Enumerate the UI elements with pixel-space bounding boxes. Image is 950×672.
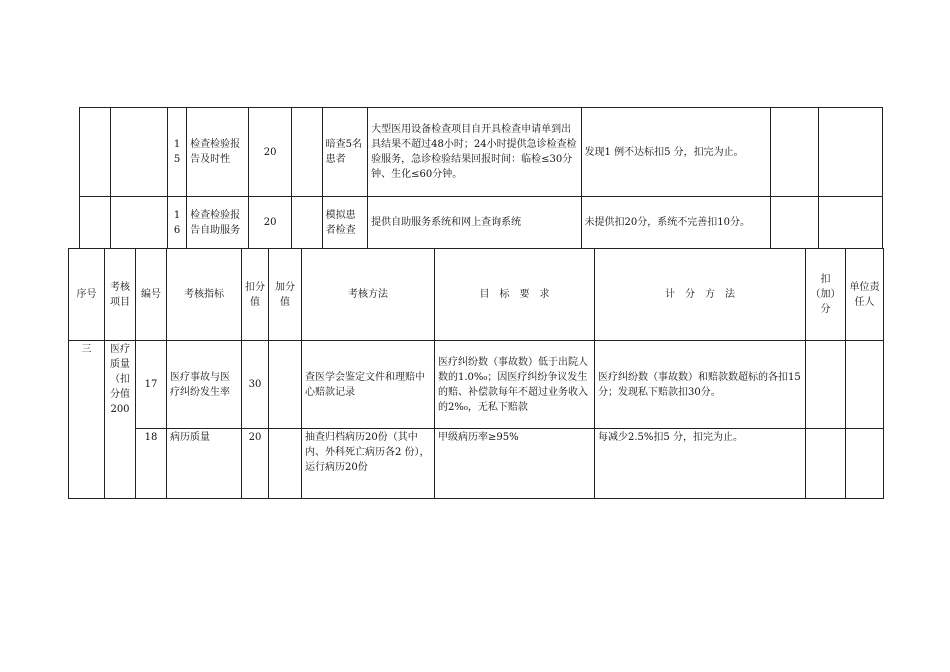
seq-cell-empty: [80, 108, 111, 197]
scoring-cell: 医疗纠纷数（事故数）和赔款数超标的各扣15分；发现私下赔款扣30分。: [595, 341, 806, 429]
add-cell: [292, 197, 322, 249]
section-seq: 三: [69, 341, 105, 499]
number-cell: [167, 108, 186, 197]
requirement-cell: 医疗纠纷数（事故数）低于出院人数的1.0%₀；因医疗纠纷争议发生的赔、补偿款每年不超过业务收入的2%₀，无私下赔款: [435, 341, 595, 429]
table-row: [80, 197, 883, 249]
unit-cell: [819, 108, 883, 197]
indicator-cell: 检查检验报告及时性: [187, 108, 249, 197]
number-digit-1: 1: [173, 209, 181, 221]
seq-cell-empty: [80, 197, 111, 249]
indicator-cell: 病历质量: [167, 429, 242, 499]
scoring-cell: 每减少2.5%扣5 分，扣完为止。: [595, 429, 806, 499]
header-number: 编号: [136, 249, 167, 341]
add-cell: [269, 341, 302, 429]
header-add: 加分值: [269, 249, 302, 341]
number-cell: [167, 197, 186, 249]
table-row: [69, 341, 884, 429]
add-cell: [269, 429, 302, 499]
assessment-table: [68, 248, 884, 499]
header-deduct: 扣分值: [242, 249, 269, 341]
header-category: 考核项目: [105, 249, 136, 341]
number-cell: 18: [136, 429, 167, 499]
header-method: 考核方法: [302, 249, 435, 341]
plus-minus-cell: [770, 108, 819, 197]
number-digit-2: 6: [173, 224, 181, 236]
number-digit-1: 1: [173, 139, 181, 150]
requirement-cell: 提供自助服务系统和网上查询系统: [368, 197, 581, 249]
deduct-cell: 20: [248, 197, 291, 249]
category-cell-empty: [111, 197, 168, 249]
upper-table-fragment: [79, 107, 883, 249]
unit-cell: [846, 429, 884, 499]
unit-cell: [846, 341, 884, 429]
header-requirement: 目 标 要 求: [435, 249, 595, 341]
plus-minus-cell: [806, 341, 846, 429]
category-cell-empty: [111, 108, 168, 197]
table-header-row: [69, 249, 884, 341]
deduct-cell: 30: [242, 341, 269, 429]
deduct-cell: 20: [242, 429, 269, 499]
plus-minus-cell: [806, 429, 846, 499]
plus-minus-cell: [770, 197, 819, 249]
header-scoring: 计 分 方 法: [595, 249, 806, 341]
scoring-cell: 发现1 例不达标扣5 分，扣完为止。: [581, 108, 770, 197]
method-cell: 查医学会鉴定文件和理赔中心赔款记录: [302, 341, 435, 429]
table-row: [69, 429, 884, 499]
header-indicator: 考核指标: [167, 249, 242, 341]
header-unit: 单位责任人: [846, 249, 884, 341]
indicator-cell: 检查检验报告自助服务: [187, 197, 249, 249]
section-category: 医疗质量（扣分值200: [105, 341, 136, 499]
add-cell: [292, 108, 322, 197]
indicator-cell: 医疗事故与医疗纠纷发生率: [167, 341, 242, 429]
header-plus-minus: 扣（加）分: [806, 249, 846, 341]
header-seq: 序号: [69, 249, 105, 341]
deduct-cell: 20: [248, 108, 291, 197]
number-cell: 17: [136, 341, 167, 429]
method-cell: 暗查5名患者: [322, 108, 368, 197]
scoring-cell: 未提供扣20分，系统不完善扣10分。: [581, 197, 770, 249]
method-cell: 抽查归档病历20份（其中内、外科死亡病历各2 份），运行病历20份: [302, 429, 435, 499]
table-row: [80, 108, 883, 197]
method-cell: 模拟患者检查: [322, 197, 368, 249]
requirement-cell: 大型医用设备检查项目自开具检查申请单到出具结果不超过48小时；24小时提供急诊检查检验服务，急诊检验结果回报时间：临检≤30分钟、生化≤60分钟。: [368, 108, 581, 197]
unit-cell: [819, 197, 883, 249]
number-digit-2: 5: [173, 154, 181, 165]
requirement-cell: 甲级病历率≥95%: [435, 429, 595, 499]
